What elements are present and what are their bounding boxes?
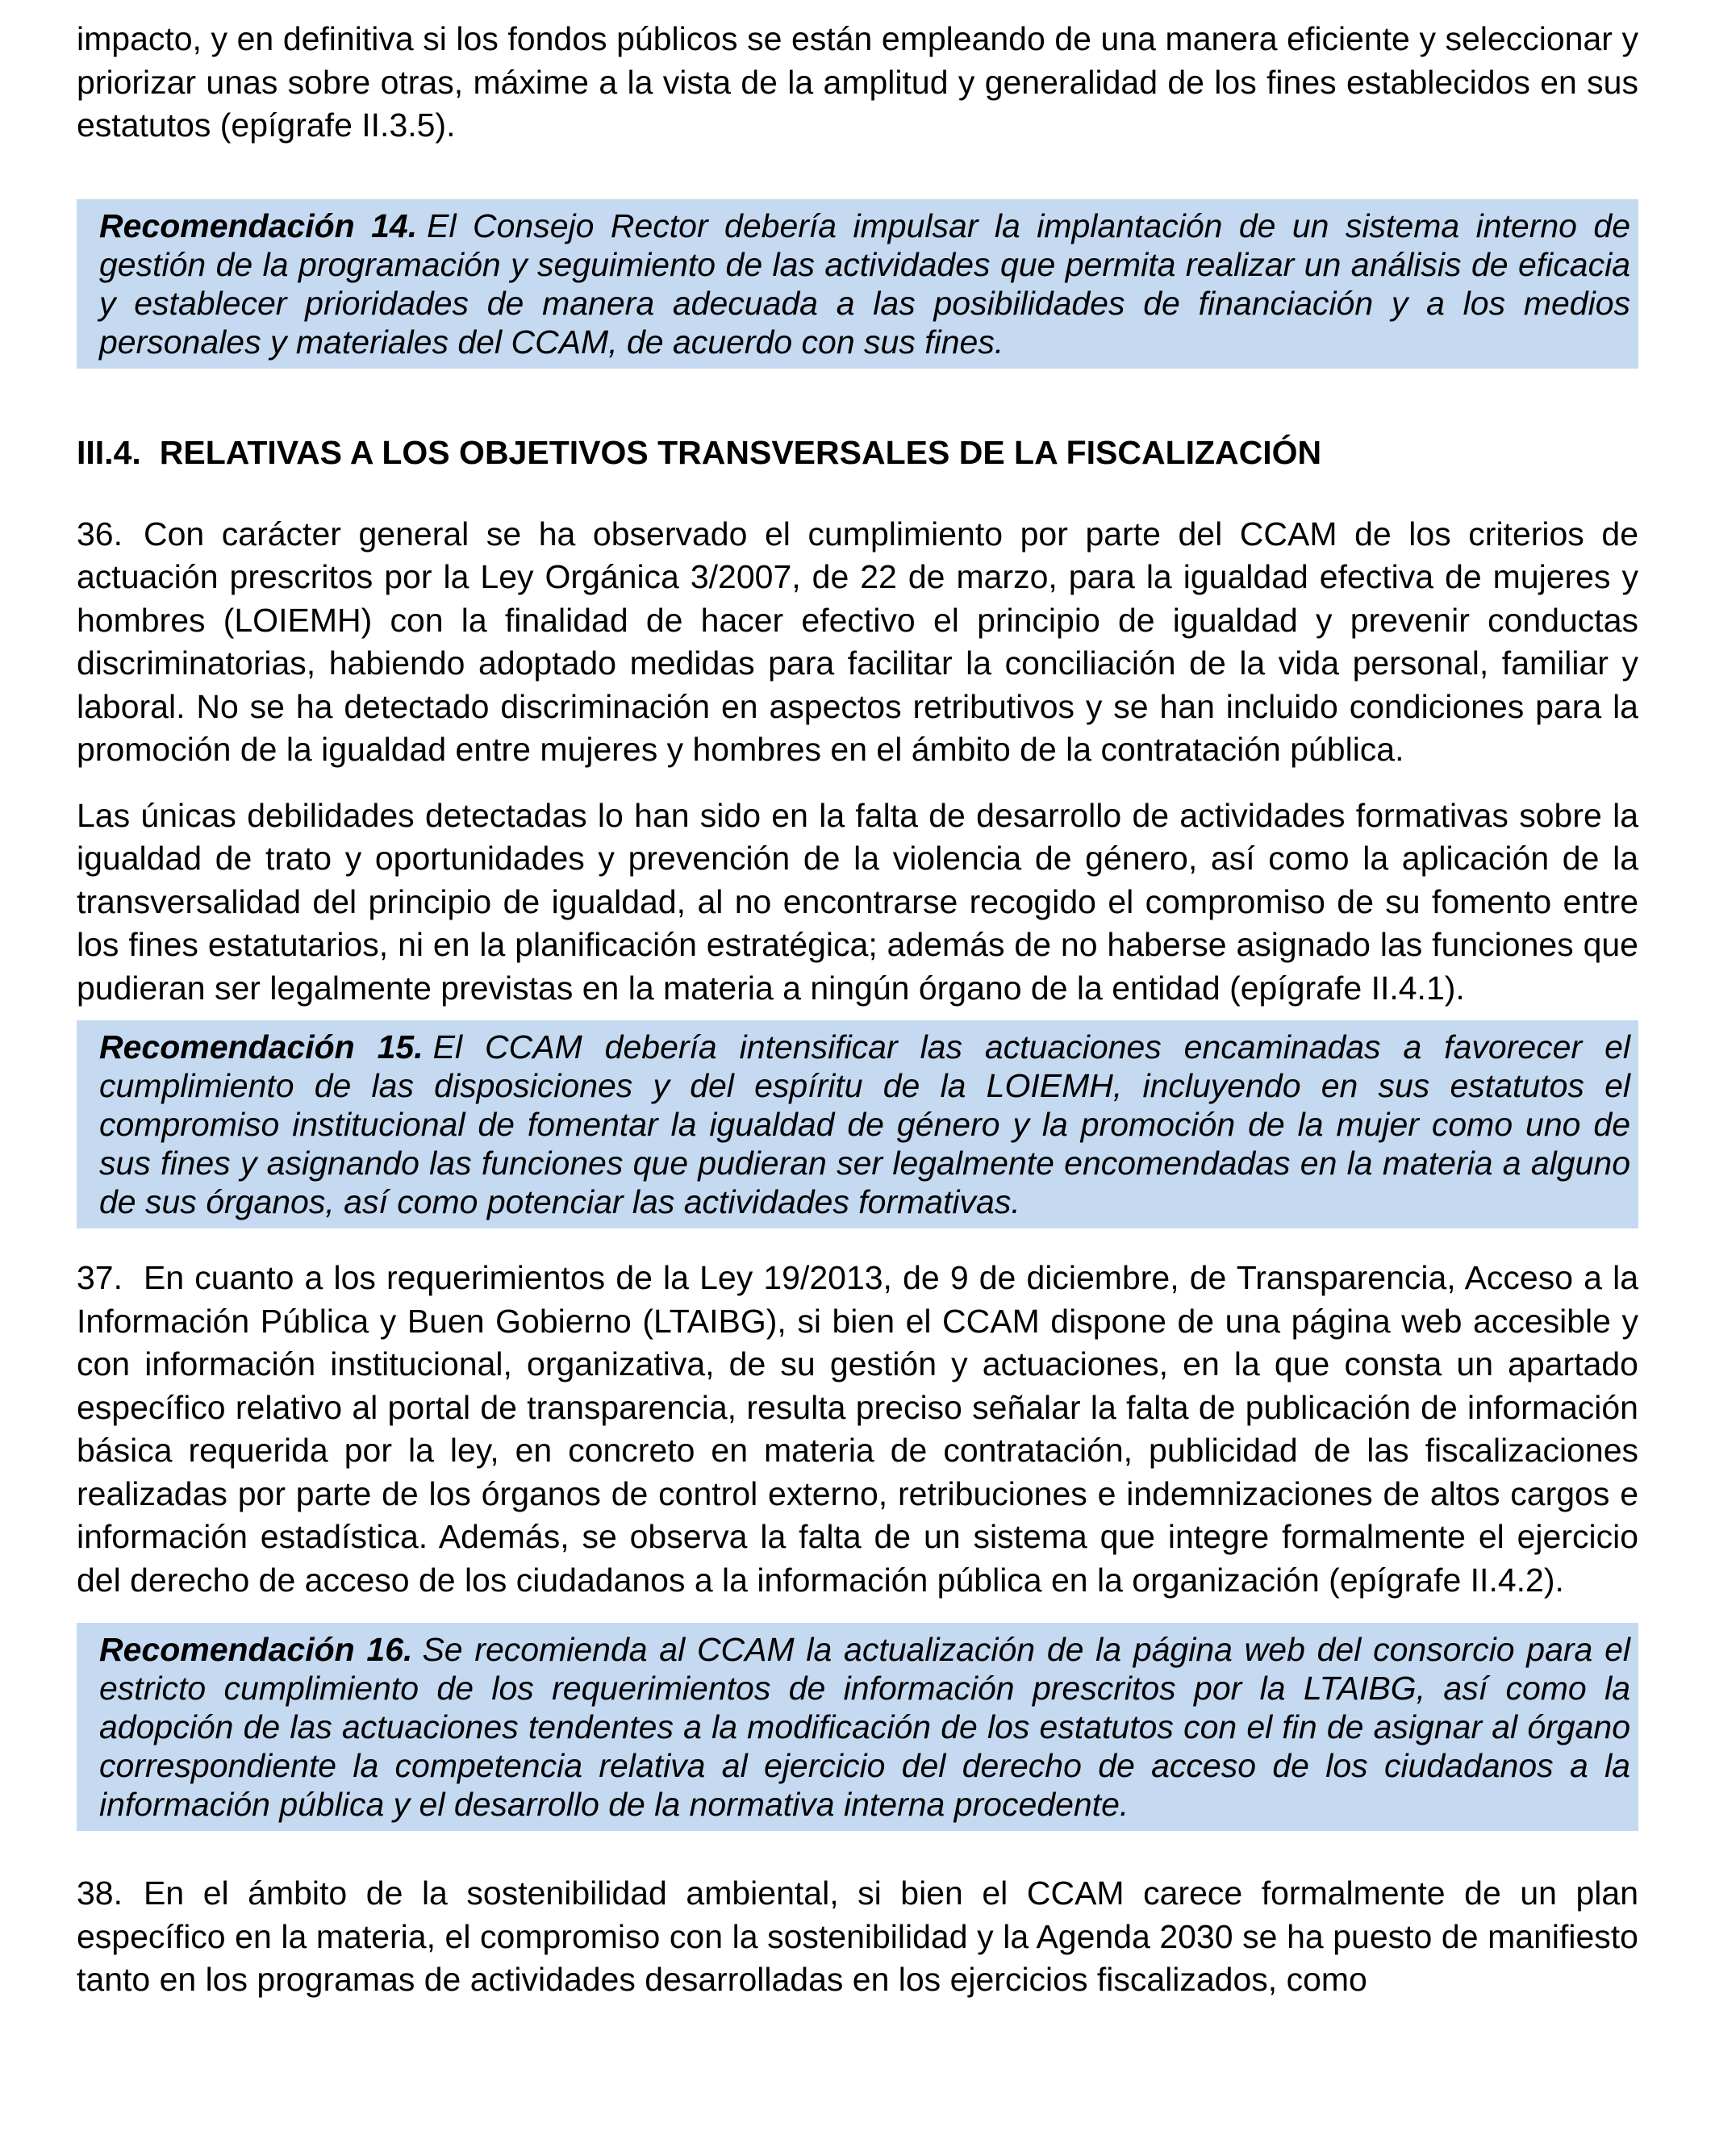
- paragraph-36-number: 36.: [77, 515, 123, 553]
- recommendation-16-text: Se recomienda al CCAM la actualización de la página web del consorcio para el estricto cumplimiento de los requerimientos de información prescritos por la LTAIBG, así como la adopción de las actuaciones tendentes a la modificación de los estatutos con el fin de asignar al órgano correspondiente la competencia relativa al ejercicio del derecho de acceso de los ciudadanos a la información pública y el desarrollo de la normativa interna procedente.: [99, 1631, 1631, 1823]
- recommendation-16-label: Recomendación 16.: [99, 1631, 413, 1668]
- recommendation-14-text: El Consejo Rector debería impulsar la implantación de un sistema interno de gestión de la programación y seguimiento de las actividades que permita realizar un análisis de eficacia y establecer prioridades de manera adecuada a las posibilidades de financiación y a los medios personales y materiales del CCAM, de acuerdo con sus fines.: [99, 206, 1630, 361]
- recommendation-box-15: [77, 1020, 1638, 1228]
- intro-paragraph-text: impacto, y en definitiva si los fondos públicos se están empleando de una manera eficiente y seleccionar y priorizar unas sobre otras, máxime a la vista de la amplitud y generalidad de los fines establecidos en sus estatutos (epígrafe II.3.5).: [77, 20, 1638, 144]
- section-heading: [77, 431, 1638, 474]
- intro-paragraph: [77, 18, 1638, 148]
- section-heading-title: RELATIVAS A LOS OBJETIVOS TRANSVERSALES DE LA FISCALIZACIÓN: [159, 433, 1322, 471]
- recommendation-15-label: Recomendación 15.: [99, 1028, 424, 1065]
- recommendation-box-16: [77, 1623, 1638, 1831]
- recommendation-15-text: El CCAM debería intensificar las actuaciones encaminadas a favorecer el cumplimiento de las disposiciones y del espíritu de la LOIEMH, incluyendo en sus estatutos el compromiso institucional de fomentar la igualdad de género y la promoción de la mujer como uno de sus fines y asignando las funciones que pudieran ser legalmente encomendadas en la materia a alguno de sus órganos, así como potenciar las actividades formativas.: [99, 1028, 1630, 1220]
- paragraph-36: [77, 513, 1638, 772]
- paragraph-weaknesses-text: Las únicas debilidades detectadas lo han sido en la falta de desarrollo de actividades formativas sobre la igualdad de trato y oportunidades y prevención de la violencia de género, así como la aplicación de la transversalidad del principio de igualdad, al no encontrarse recogido el compromiso de su fomento entre los fines estatutarios, ni en la planificación estratégica; además de no haberse asignado las funciones que pudieran ser legalmente previstas en la materia a ningún órgano de la entidad (epígrafe II.4.1).: [77, 796, 1638, 1007]
- paragraph-38-text: En el ámbito de la sostenibilidad ambiental, si bien el CCAM carece formalmente de un plan específico en la materia, el compromiso con la sostenibilidad y la Agenda 2030 se ha puesto de manifiesto tanto en los programas de actividades desarrolladas en los ejercicios fiscalizados, como: [77, 1875, 1638, 1998]
- paragraph-36-text: Con carácter general se ha observado el cumplimiento por parte del CCAM de los criterios de actuación prescritos por la Ley Orgánica 3/2007, de 22 de marzo, para la igualdad efectiva de mujeres y hombres (LOIEMH) con la finalidad de hacer efectivo el principio de igualdad y prevenir conductas discriminatorias, habiendo adoptado medidas para facilitar la conciliación de la vida personal, familiar y laboral. No se ha detectado discriminación en aspectos retributivos y se han incluido condiciones para la promoción de la igualdad entre mujeres y hombres en el ámbito de la contratación pública.: [77, 515, 1638, 768]
- paragraph-weaknesses: [77, 794, 1638, 1011]
- paragraph-38-number: 38.: [77, 1875, 123, 1912]
- recommendation-box-14: [77, 199, 1638, 369]
- paragraph-37: [77, 1257, 1638, 1602]
- paragraph-37-number: 37.: [77, 1259, 123, 1296]
- recommendation-14-label: Recomendación 14.: [99, 206, 418, 244]
- section-heading-number: III.4.: [77, 433, 141, 471]
- paragraph-38: [77, 1872, 1638, 2002]
- paragraph-37-text: En cuanto a los requerimientos de la Ley 19/2013, de 9 de diciembre, de Transparencia, Acceso a la Información Pública y Buen Gobierno (LTAIBG), si bien el CCAM dispone de una página web accesible y con información institucional, organizativa, de su gestión y actuaciones, en la que consta un apartado específico relativo al portal de transparencia, resulta preciso señalar la falta de publicación de información básica requerida por la ley, en concreto en materia de contratación, publicidad de las fiscalizaciones realizadas por parte de los órganos de control externo, retribuciones e indemnizaciones de altos cargos e información estadística. Además, se observa la falta de un sistema que integre formalmente el ejercicio del derecho de acceso de los ciudadanos a la información pública en la organización (epígrafe II.4.2).: [77, 1259, 1638, 1599]
